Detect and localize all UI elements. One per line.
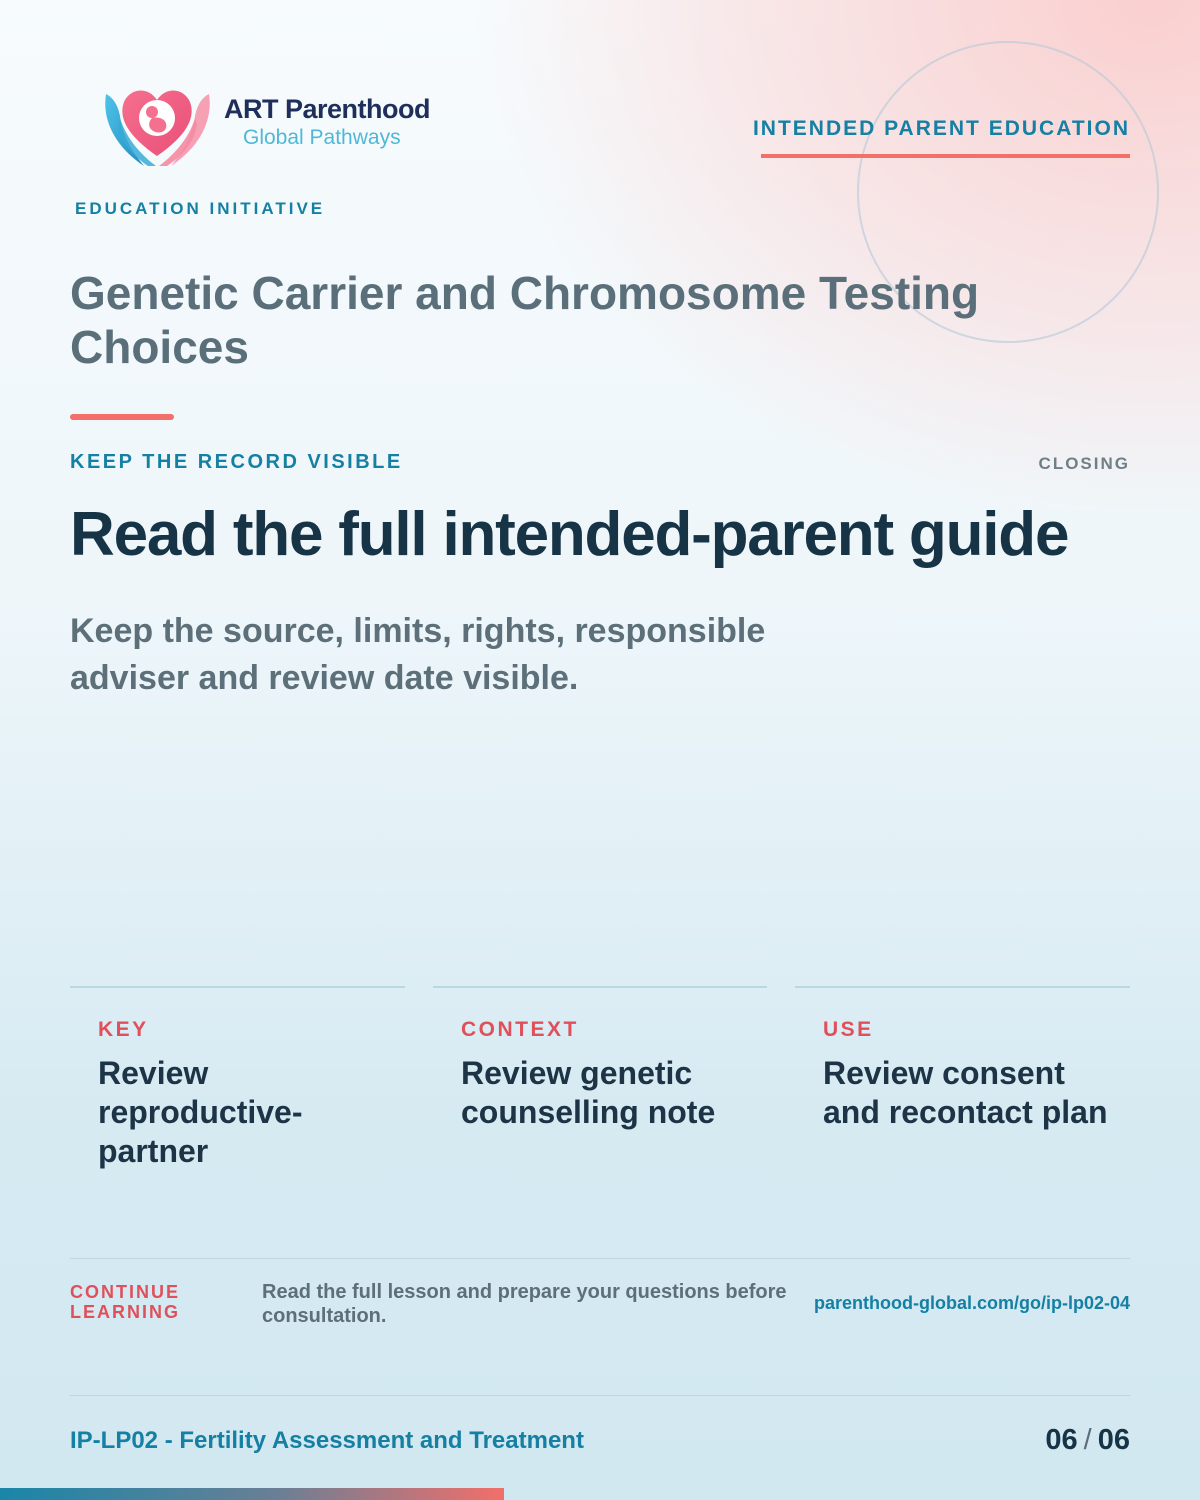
card-text: Review consent and recontact plan [823, 1055, 1108, 1130]
card-divider [433, 986, 767, 988]
brand-name: ART Parenthood [224, 94, 430, 124]
info-card-use [795, 986, 1130, 1186]
section-status: CLOSING [1038, 454, 1130, 473]
card-divider [795, 986, 1130, 988]
course-title: Genetic Carrier and Chromosome Testing Choices [70, 267, 980, 373]
program-label: INTENDED PARENT EDUCATION [752, 117, 1130, 140]
card-label: KEY [98, 1018, 149, 1041]
card-divider [70, 986, 405, 988]
lesson-link[interactable]: parenthood-global.com/go/ip-lp02-04 [813, 1293, 1130, 1313]
page-total: 06 [1097, 1424, 1130, 1456]
page-separator: / [1083, 1424, 1092, 1456]
footer-course-name: IP-LP02 - Fertility Assessment and Treatment [70, 1427, 584, 1454]
info-card-context [433, 986, 767, 1186]
cta-text: Read the full lesson and prepare your questions before consultation. [262, 1281, 787, 1327]
card-label: CONTEXT [461, 1018, 579, 1041]
info-card-key [70, 986, 405, 1186]
accent-divider [70, 414, 174, 420]
initiative-label: EDUCATION INITIATIVE [75, 199, 326, 218]
card-text: Review reproductive-partner [98, 1055, 303, 1169]
card-text: Review genetic counselling note [461, 1055, 716, 1130]
page-subhead: Keep the source, limits, rights, responsible adviser and review date visible. [70, 612, 766, 697]
brand-logo-icon [100, 74, 215, 172]
cta-label: CONTINUE LEARNING [70, 1282, 180, 1322]
footer-divider [70, 1395, 1130, 1396]
cta-divider [70, 1258, 1130, 1259]
card-label: USE [823, 1018, 874, 1041]
progress-bar [0, 1488, 504, 1500]
program-underline [761, 154, 1130, 158]
page-current: 06 [1045, 1424, 1078, 1456]
brand-tagline: Global Pathways [243, 126, 401, 149]
page-indicator [1045, 1424, 1130, 1457]
section-eyebrow: KEEP THE RECORD VISIBLE [70, 451, 403, 473]
page-headline: Read the full intended-parent guide [70, 500, 1069, 569]
